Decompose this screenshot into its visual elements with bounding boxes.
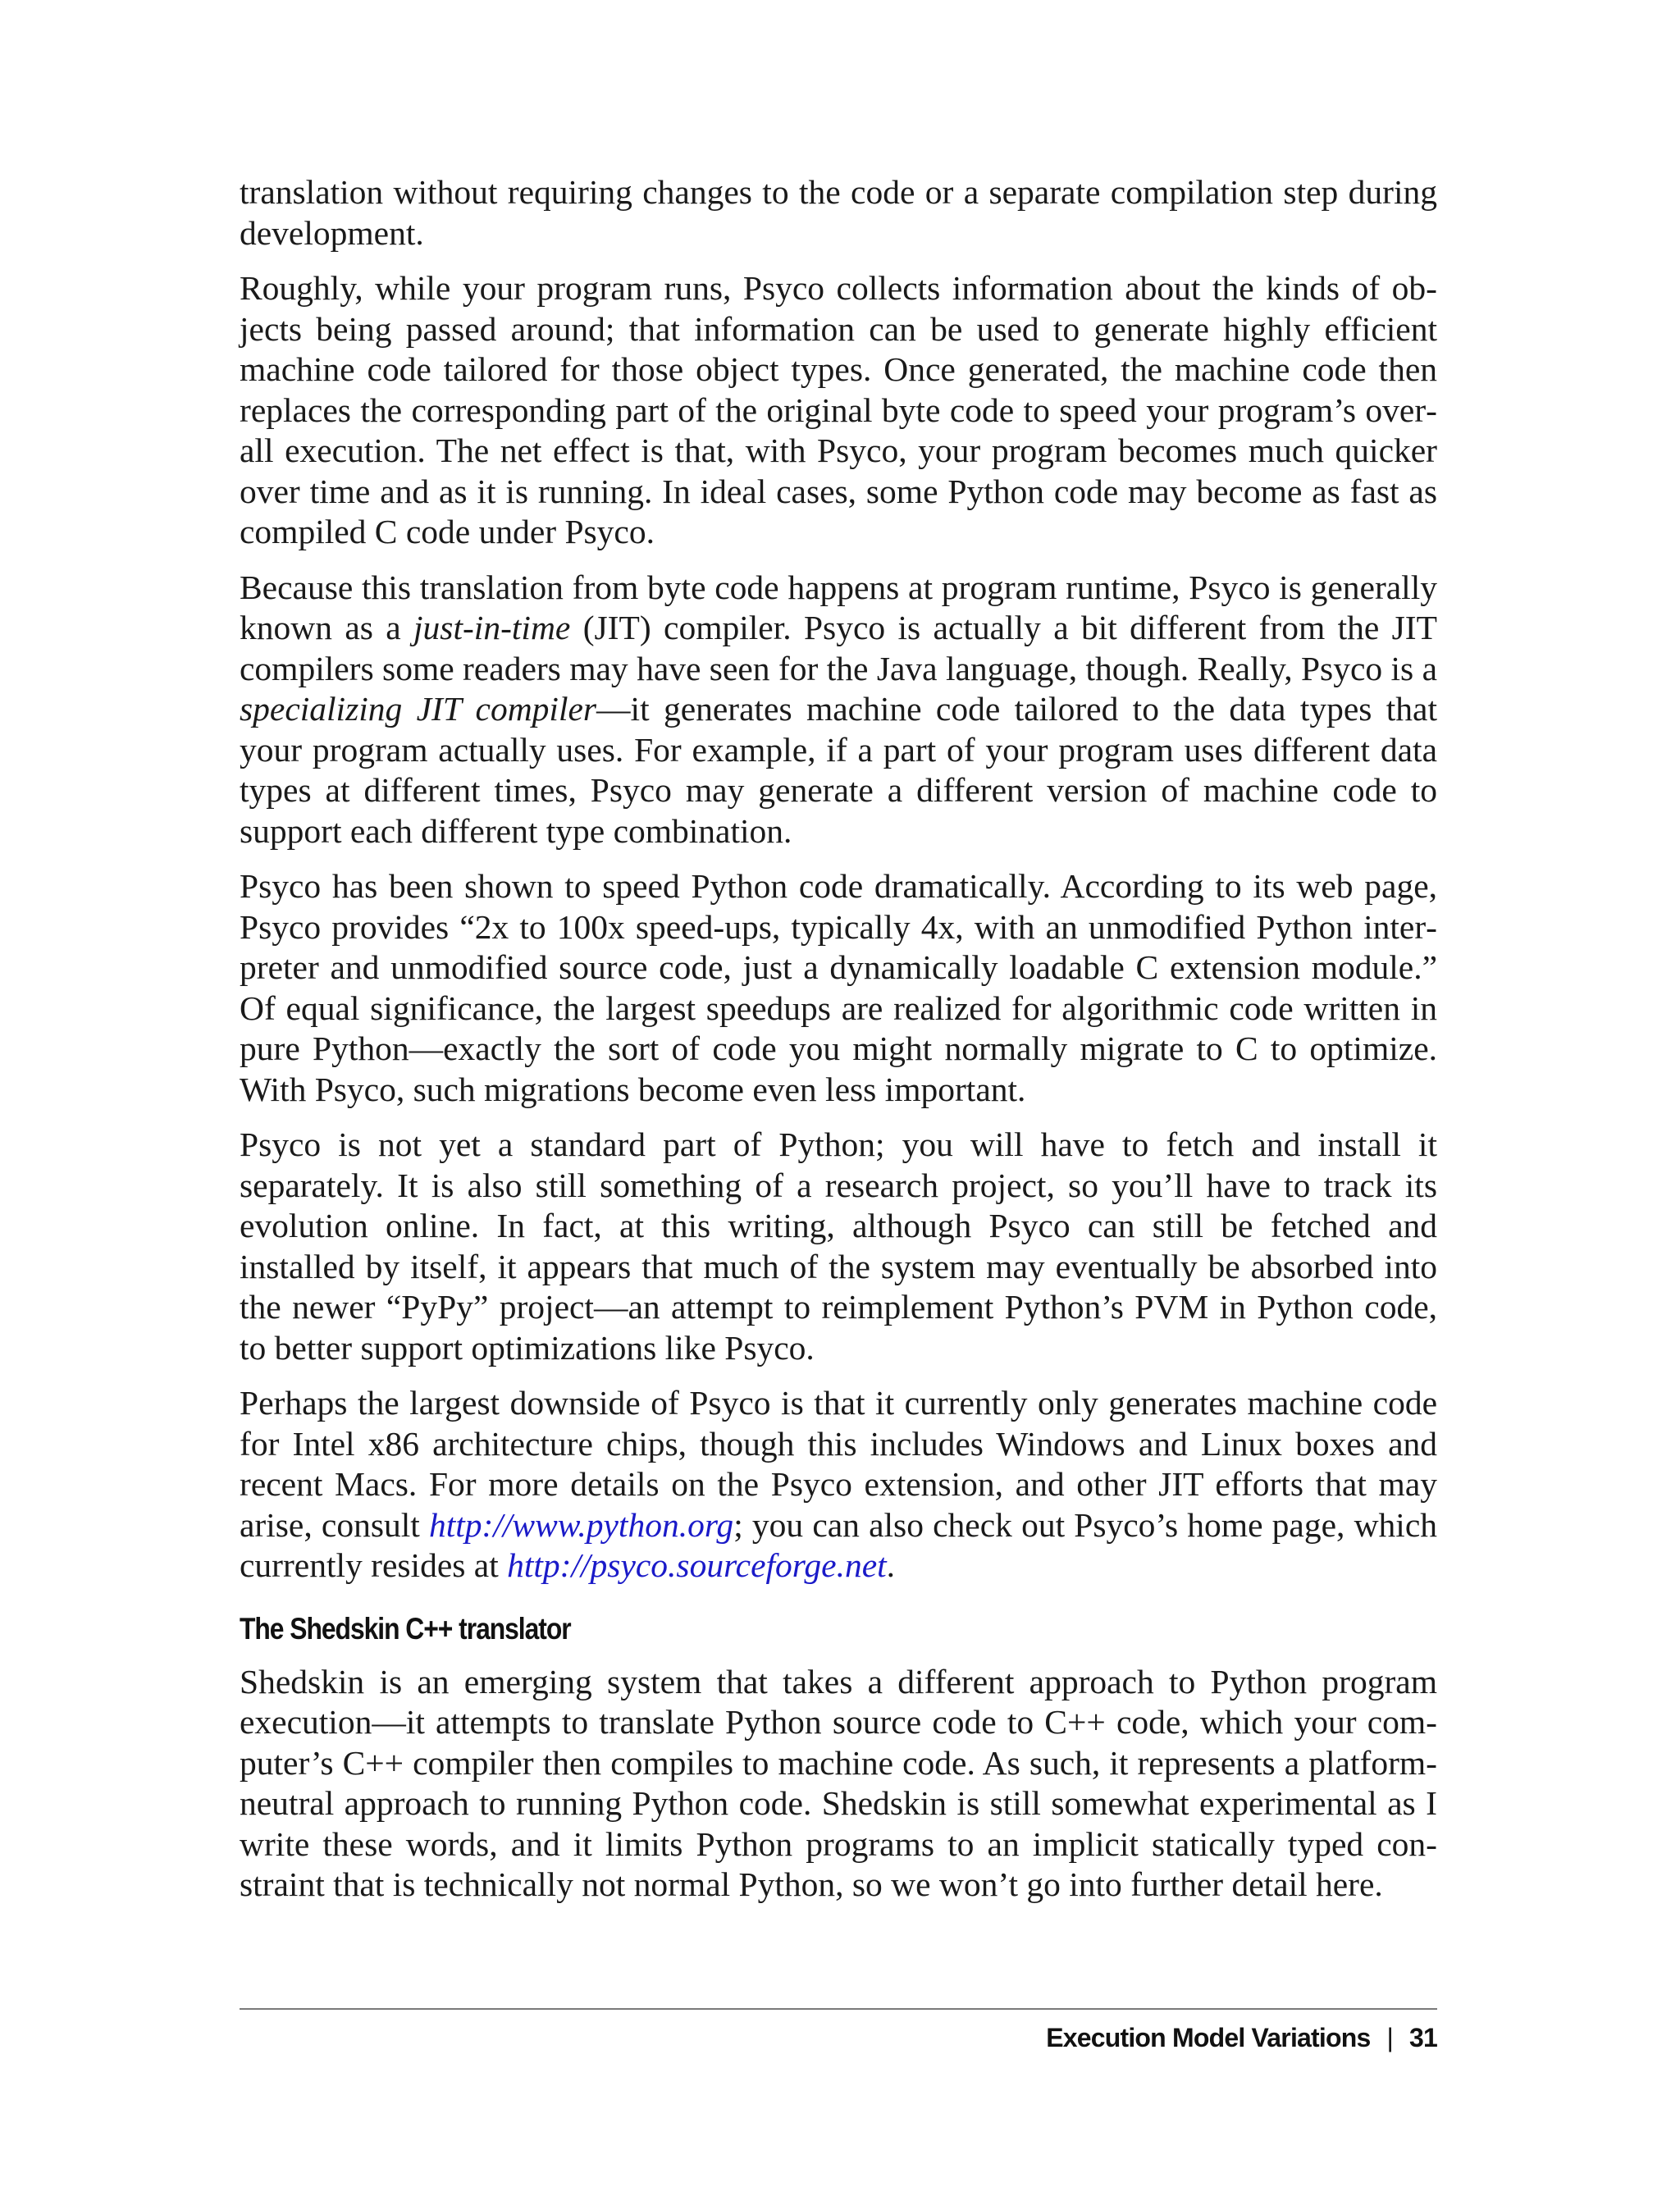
emphasis-just-in-time: just-in-time bbox=[413, 609, 571, 646]
footer-rule bbox=[240, 2008, 1437, 2010]
page-footer bbox=[1046, 2023, 1437, 2053]
emphasis-specializing-jit: specializing JIT compiler bbox=[240, 690, 597, 728]
paragraph-shedskin: Shedskin is an emerging system that takes a different approach to Python program execution—it attempts to translate Python source code to C++ code, which your computer’s C++ compiler then compiles to machine code. As such, it represents a platform-neutral approach to running Python code. Shedskin is still somewhat experimental as I write these words, and it limits Python programs to an implicit statically typed constraint that is technically not normal Python, so we won’t go into further detail here. bbox=[240, 1662, 1437, 1903]
text-run: ; you can also check out Psyco’s home page, which currently resides at bbox=[240, 1505, 1437, 1584]
link-python-org[interactable]: http://www.python.org bbox=[428, 1505, 734, 1544]
paragraph-speedups: Psyco has been shown to speed Python code dramatically. According to its web page, Psyco provides “2x to 100x speed-ups, typically 4x, with an unmodified Python interpreter and unmodified source code, just a dynamically loadable C extension module.” Of equal significance, the largest speedups are realized for algorithmic code written in pure Python—exactly the sort of code you might normally migrate to C to optimize. With Psyco, such migrations become even less important. bbox=[240, 867, 1437, 1108]
text-run: (JIT) compiler. Psyco is actually a bit different from the JIT compilers some readers may have seen for the Java language, though. Really, Psyco is a bbox=[240, 609, 1437, 687]
paragraph-not-standard: Psyco is not yet a standard part of Python; you will have to fetch and install it separately. It is also still something of a research project, so you’ll have to track its evolution online. In fact, at this writing, although Psyco can still be fetched and installed by itself, it appears that much of the system may eventually be absorbed into the newer “PyPy” project—an attempt to reimplement Python’s PVM in Python code, to better support optimizations like Psyco. bbox=[240, 1125, 1437, 1367]
page-body bbox=[240, 172, 1437, 1920]
text-run: —it generates machine code tailored to the data types that your program actually uses. For example, if a part of your program uses different data types at different times, Psyco may generate a different version of machine code to support each different type combination. bbox=[240, 690, 1437, 850]
link-psyco-sourceforge[interactable]: http://psyco.sourceforge.net bbox=[507, 1546, 887, 1584]
text-run: Because this translation from byte code happens at program runtime, Psyco is generally known as a bbox=[240, 568, 1437, 646]
paragraph-jit-compiler bbox=[240, 568, 1437, 852]
page-number: 31 bbox=[1409, 2023, 1437, 2052]
text-run: Perhaps the largest downside of Psyco is that it currently only generates machine code for Intel x86 architecture chips, though this includes Windows and Linux boxes and recent Macs. For more details on the Psyco extension, and other JIT efforts that may arise, consult bbox=[240, 1384, 1437, 1544]
paragraph-psyco-runtime: Roughly, while your program runs, Psyco collects information about the kinds of objects being passed around; that information can be used to generate highly efficient machine code tailored for those object types. Once generated, the machine code then replaces the corresponding part of the original byte code to speed your program’s overall execution. The net effect is that, with Psyco, your program becomes much quicker over time and as it is running. In ideal cases, some Python code may become as fast as compiled C code under Psyco. bbox=[240, 269, 1437, 550]
section-heading-shedskin: The Shedskin C++ translator bbox=[240, 1611, 571, 1646]
footer-section-title: Execution Model Variations bbox=[1046, 2023, 1371, 2052]
paragraph-downside bbox=[240, 1383, 1437, 1586]
text-run: . bbox=[886, 1546, 896, 1584]
paragraph-continuation: translation without requiring changes to the code or a separate compilation step during development. bbox=[240, 173, 1437, 252]
footer-separator: | bbox=[1386, 2023, 1393, 2052]
